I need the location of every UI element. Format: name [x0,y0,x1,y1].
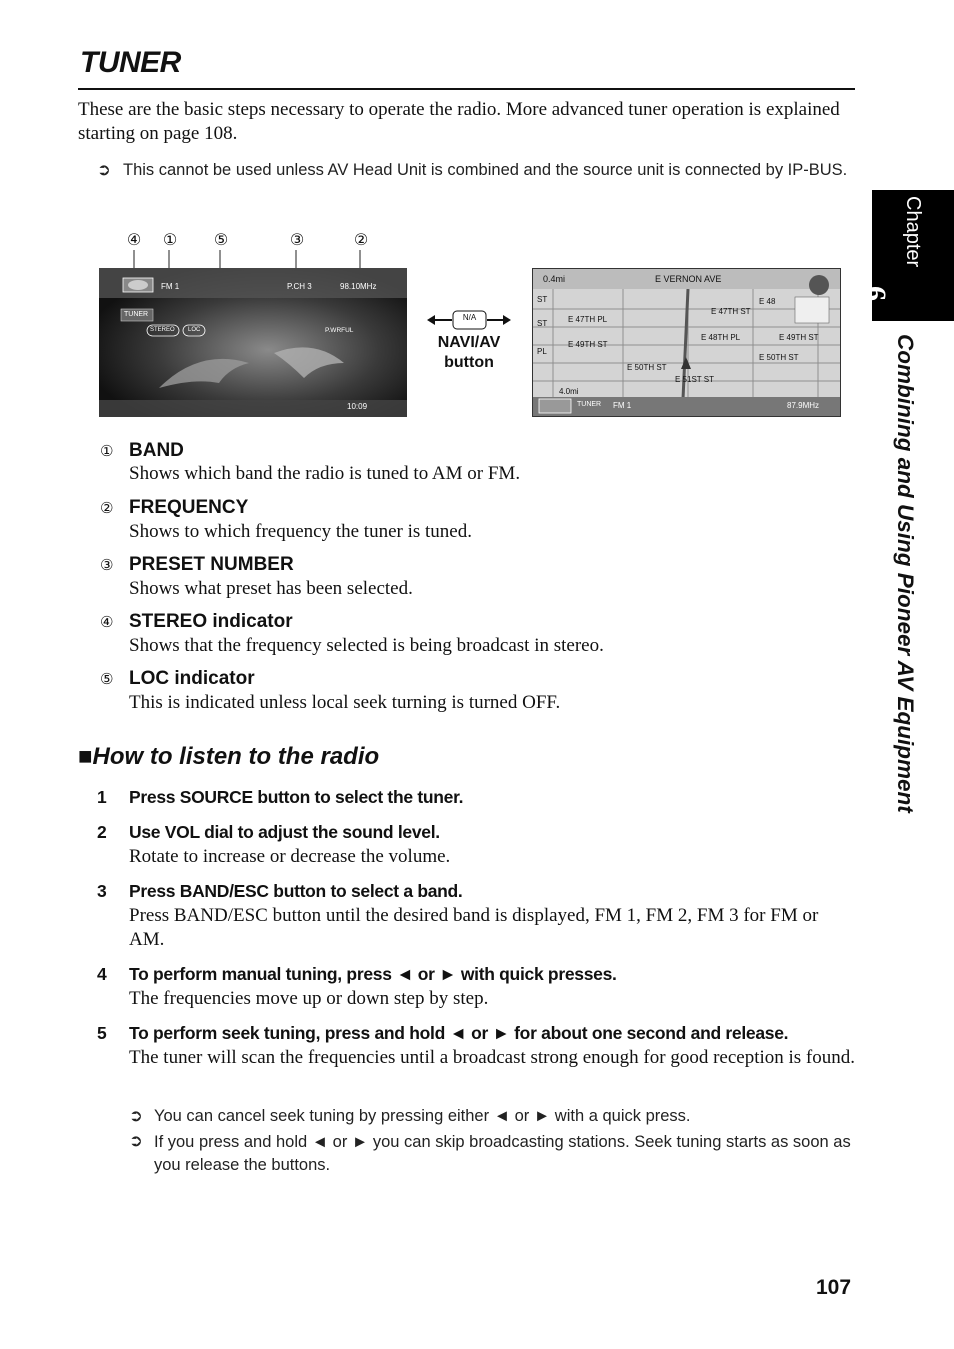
item-preset-number [100,554,294,576]
item-number: ② [100,499,114,517]
step-4 [97,964,617,985]
nav-source: TUNER [577,401,602,408]
item-band [100,440,184,462]
nav-street-label: E 47TH PL [568,315,608,324]
nav-scale: 4.0mi [559,387,579,396]
nav-distance: 0.4mi [543,274,566,284]
tuner-source: TUNER [124,311,149,318]
item-loc [100,668,255,690]
item-number: ① [100,442,114,460]
nav-street-label: E 51ST ST [675,375,714,384]
step-number: 1 [97,787,107,807]
tuner-preset: P.CH 3 [287,282,312,291]
navigation-screen [532,268,841,417]
page-number: 107 [816,1276,852,1299]
stereo-indicator: STEREO [150,327,175,333]
step-desc: The frequencies move up or down step by step. [129,988,489,1009]
pwrful-indicator: P.WRFUL [325,327,354,334]
nav-street-label: E 50TH ST [759,353,799,362]
step-desc: Press BAND/ESC button until the desired band is displayed, FM 1, FM 2, FM 3 for FM or AM. [129,905,819,950]
step-title: To perform seek tuning, press and hold ◄ or ► for about one second and release. [129,1023,789,1043]
nav-band: FM 1 [613,401,632,410]
page-title: TUNER [80,46,181,79]
step-title: To perform manual tuning, press ◄ or ► with quick presses. [129,964,617,984]
item-desc: Shows which band the radio is tuned to AM or FM. [129,463,521,484]
step-number: 3 [97,881,107,901]
callout-1: ① [162,230,178,249]
nav-street-label: E 49TH ST [779,333,819,342]
item-number: ④ [100,613,114,631]
note-arrow-icon: ➲ [129,1107,143,1125]
nav-street-label: ST [537,319,548,328]
step-5 [97,1023,788,1044]
item-number: ③ [100,556,114,574]
callout-2: ② [353,230,369,249]
step-1 [97,787,463,808]
step-3 [97,881,463,902]
item-desc: This is indicated unless local seek turning is turned OFF. [129,692,561,713]
top-note: This cannot be used unless AV Head Unit is combined and the source unit is connected by IP-BUS. [123,161,848,179]
nav-street-label: E 48TH PL [701,333,741,342]
item-stereo [100,611,293,633]
callout-3: ③ [289,230,305,249]
navi-av-button: N/A [462,313,477,322]
step-number: 5 [97,1023,107,1043]
nav-street-label: E 49TH ST [568,340,608,349]
tuner-clock: 10:09 [347,402,368,411]
intro-paragraph: These are the basic steps necessary to operate the radio. More advanced tuner operation is explained starting on page 108. [78,99,840,144]
item-desc: Shows what preset has been selected. [129,578,413,599]
item-desc: Shows to which frequency the tuner is tuned. [129,521,472,542]
nav-street-label: E 50TH ST [627,363,667,372]
chapter-title: Combining and Using Pioneer AV Equipment [893,334,918,813]
nav-street-label: E 48 [759,297,776,306]
note-arrow-icon: ➲ [129,1132,143,1150]
item-title: LOC indicator [129,668,255,689]
nav-street-label: E 47TH ST [711,307,751,316]
step-number: 4 [97,964,107,984]
callout-4: ④ [126,230,142,249]
tuner-screen [99,268,407,417]
chapter-label: Chapter [902,196,924,268]
item-desc: Shows that the frequency selected is being broadcast in stereo. [129,635,604,656]
item-number: ⑤ [100,670,114,688]
navi-av-label: NAVI/AV button [437,334,501,371]
nav-street-label: PL [537,347,547,356]
tuner-frequency: 98.10MHz [340,282,377,291]
item-title: STEREO indicator [129,611,293,632]
note-arrow-icon: ➲ [97,161,111,179]
step-title: Press SOURCE button to select the tuner. [129,787,464,807]
tuner-band: FM 1 [161,282,180,291]
cancel-note: You can cancel seek tuning by pressing either ◄ or ► with a quick press. [154,1107,691,1125]
loc-indicator: LOC [188,327,201,333]
step-desc: Rotate to increase or decrease the volume. [129,846,451,867]
chapter-number: 6 [859,286,892,301]
title-rule [78,88,855,90]
item-title: PRESET NUMBER [129,554,294,575]
item-title: BAND [129,440,184,461]
step-desc: The tuner will scan the frequencies until a broadcast strong enough for good reception is found. [129,1047,856,1068]
section-heading: ■How to listen to the radio [78,743,380,770]
step-title: Press BAND/ESC button to select a band. [129,881,463,901]
nav-street-label: ST [537,295,548,304]
nav-street: E VERNON AVE [655,274,722,284]
hold-note: If you press and hold ◄ or ► you can skip broadcasting stations. Seek tuning starts as soon as you release the buttons. [154,1133,851,1174]
callout-5: ⑤ [213,230,229,249]
item-title: FREQUENCY [129,497,249,518]
nav-frequency: 87.9MHz [787,401,820,410]
step-number: 2 [97,822,107,842]
step-2 [97,822,440,843]
item-frequency [100,497,248,519]
step-title: Use VOL dial to adjust the sound level. [129,822,440,842]
